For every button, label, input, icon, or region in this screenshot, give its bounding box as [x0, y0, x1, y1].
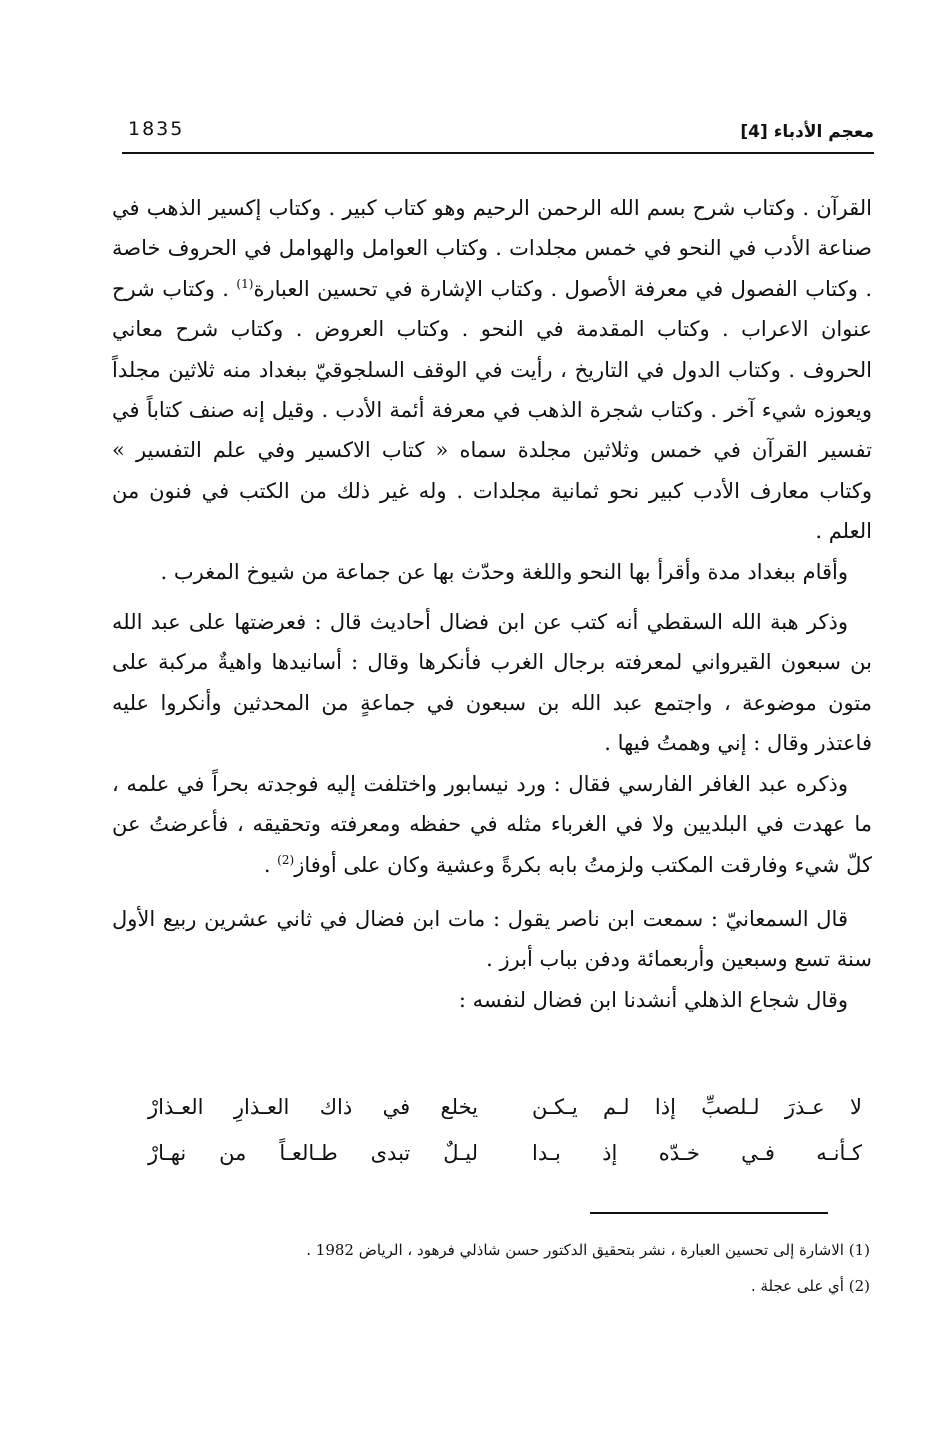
- paragraph-books: [112, 188, 872, 552]
- main-text: [112, 188, 872, 1020]
- footnote-ref-1: (1): [236, 276, 254, 291]
- footnotes: [180, 1232, 870, 1304]
- paragraph-text: القرآن . وكتاب شرح بسم الله الرحمن الرحيم وهو كتاب كبير . وكتاب إكسير الذهب في صناعة الأدب في النحو في خمس مجلدات . وكتاب العوامل والهوامل في الحروف خاصة . وكتاب الفصول في معرفة الأصول . وكتاب الإشارة في تحسين العبارة: [112, 196, 872, 301]
- header-rule: [122, 152, 874, 154]
- paragraph-text-tail: . وكتاب شرح عنوان الاعراب . وكتاب المقدمة في النحو . وكتاب العروض . وكتاب شرح معاني الحروف . وكتاب الدول في التاريخ ، رأيت في الوقف السلجوقيّ ببغداد منه ثلاثين مجلداً ويعوزه شيء آخر . وكتاب شجرة الذهب في معرفة أئمة الأدب . وقيل إنه صنف كتاباً في تفسير القرآن في خمس وثلاثين مجلدة سماه « كتاب الاكسير وفي علم التفسير » وكتاب معارف الأدب كبير نحو ثمانية مجلدات . وله غير ذلك من الكتب في فنون من العلم .: [112, 276, 872, 544]
- verse-first-hemistich: كـأنـه فـي خـدّه إذ بـدا: [532, 1141, 862, 1165]
- verse-first-hemistich: لا عـذرَ لـلصبِّ إذا لـم يـكـن: [532, 1095, 862, 1119]
- paragraph-farisi: [112, 764, 872, 885]
- paragraph-shuja: وقال شجاع الذهلي أنشدنا ابن فضال لنفسه :: [458, 987, 848, 1012]
- footnote-ref-2: (2): [277, 852, 295, 867]
- paragraph-text: وذكره عبد الغافر الفارسي فقال : ورد نيسابور واختلفت إليه فوجدته بحراً في علمه ، ما عهدت في البلديين ولا في الغرباء مثله في حفظه ومعرفته وتحقيقه ، فأعرضتُ عن كلّ شيء وفارقت المكتب ولزمتُ بابه بكرةً وعشية وكان على أوفاز: [112, 771, 872, 877]
- footnote-1: (1) الاشارة إلى تحسين العبارة ، نشر بتحقيق الدكتور حسن شاذلي فرهود ، الرياض 1982 .: [306, 1241, 870, 1259]
- paragraph-saqati: وذكر هبة الله السقطي أنه كتب عن ابن فضال أحاديث قال : فعرضتها على عبد الله بن سبعون القيرواني لمعرفته برجال الغرب فأنكرها وقال : أسانيدها واهيةٌ مركبة على متون موضوعة ، واجتمع عبد الله بن سبعون في جماعةٍ من المحدثين وأنكروا عليه فاعتذر وقال : إني وهمتُ فيها .: [112, 610, 872, 756]
- paragraph-text-tail: .: [263, 852, 278, 877]
- page-number: 1835: [128, 118, 185, 140]
- running-title: معجم الأدباء [4]: [740, 122, 874, 142]
- paragraph-baghdad: وأقام ببغداد مدة وأقرأ بها النحو واللغة وحدّث بها عن جماعة من شيوخ المغرب .: [160, 559, 848, 584]
- verse-line: [112, 1095, 872, 1141]
- footnote-2: (2) أي على عجلة .: [750, 1277, 870, 1295]
- verse-second-hemistich: يخلع في ذاك العـذارِ العـذارْ: [148, 1095, 478, 1119]
- footnote-separator: [590, 1212, 828, 1214]
- verse-line: [112, 1141, 872, 1187]
- poem-verses: [112, 1095, 872, 1187]
- paragraph-samani: قال السمعانيّ : سمعت ابن ناصر يقول : مات ابن فضال في ثاني عشرين ربيع الأول سنة تسع وسبعين وأربعمائة ودفن بباب أبرز .: [112, 906, 872, 972]
- page-header: [122, 118, 874, 154]
- verse-second-hemistich: ليـلٌ تبدى طـالعـاً من نهـارْ: [148, 1141, 478, 1165]
